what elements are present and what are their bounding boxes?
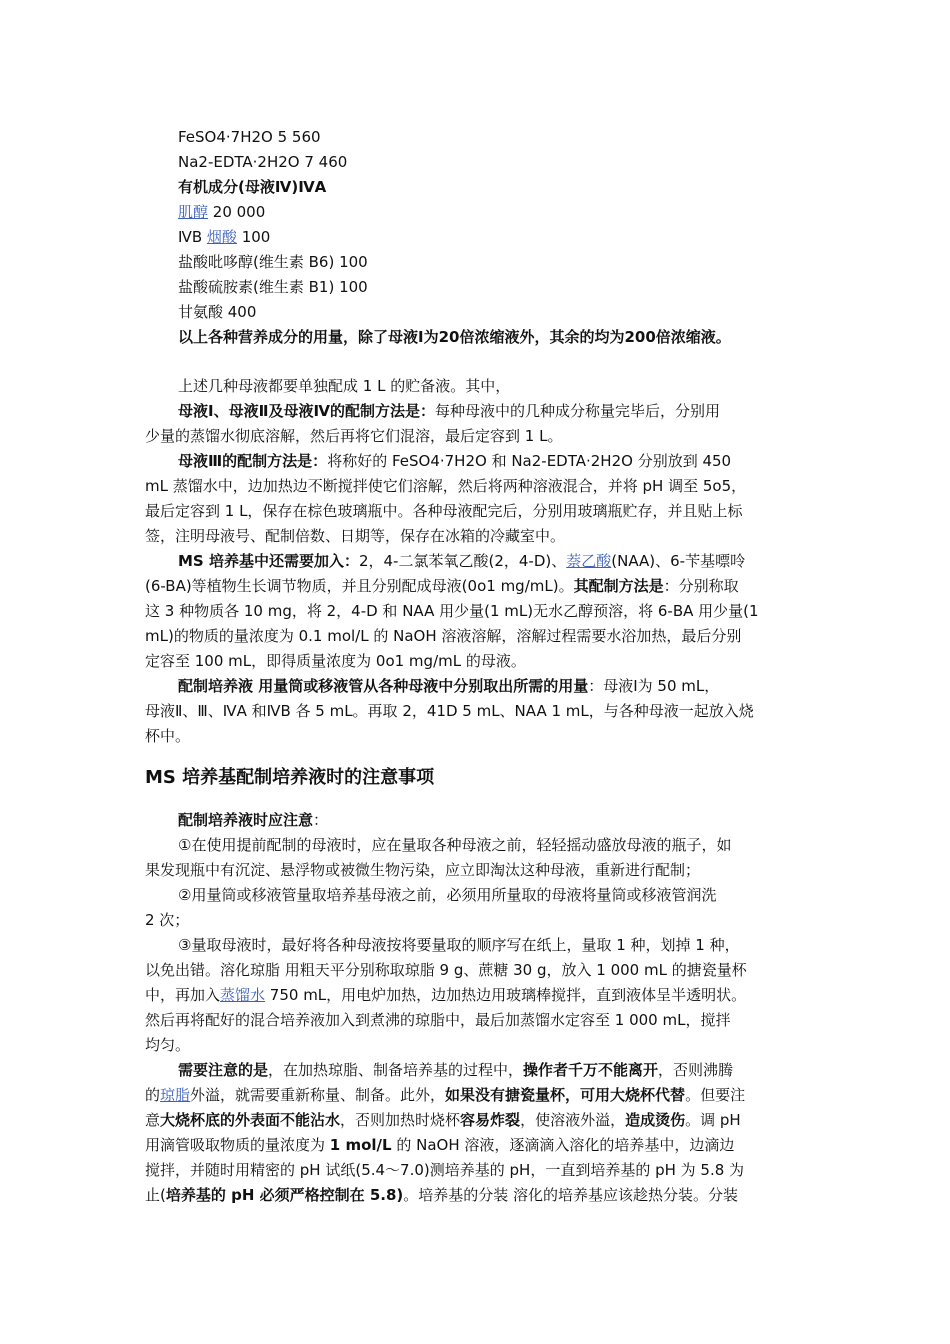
caution-line2 — [145, 1085, 745, 1105]
caution-l3-c: ，使溶液外溢， — [520, 1111, 626, 1129]
para4-line2 — [145, 576, 739, 596]
niacin-value: 100 — [236, 228, 271, 246]
list-glycine: 甘氨酸 400 — [178, 303, 257, 321]
list-b6: 盐酸吡哆醇(维生素 B6) 100 — [178, 253, 368, 271]
note1-line1: ①在使用提前配制的母液时，应在量取各种母液之前，轻轻摇动盛放母液的瓶子，如 — [178, 836, 732, 854]
note3-l3-b: 750 mL，用电炉加热，边加热边用玻璃棒搅拌，直到液体呈半透明状。 — [265, 986, 747, 1004]
note1-line2: 果发现瓶中有沉淀、悬浮物或被微生物污染，应立即淘汰这种母液，重新进行配制； — [145, 861, 701, 879]
caution-l1-a: ，在加热琼脂、制备培养基的过程中， — [268, 1061, 524, 1079]
agar-link[interactable]: 琼脂 — [160, 1086, 191, 1104]
caution-line4 — [145, 1135, 734, 1155]
caution-l3-bold3: 造成烫伤 — [625, 1111, 686, 1129]
note3-line5: 均匀。 — [145, 1036, 191, 1054]
caution-line1 — [178, 1060, 733, 1080]
para5-rest: ：母液Ⅰ为 50 mL， — [588, 677, 720, 695]
caution-l6-bold: 培养基的 pH 必须严格控制在 5.8) — [165, 1186, 404, 1204]
caution-l2-b: 外溢，就需要重新称量、制备。此外， — [190, 1086, 446, 1104]
inositol-value: 20 000 — [208, 203, 266, 221]
para4-text-b: (NAA)、6-苄基嘌呤 — [611, 552, 746, 570]
ivb-prefix: ⅣB — [178, 228, 207, 246]
note3-l3-a: 中，再加入 — [145, 986, 221, 1004]
section-heading: MS 培养基配制培养液时的注意事项 — [145, 767, 435, 788]
section-subheading — [178, 810, 328, 830]
caution-l3-bold1: 大烧杯底的外表面不能沾水 — [160, 1111, 341, 1129]
list-summary: 以上各种营养成分的用量，除了母液Ⅰ为20倍浓缩液外，其余的均为200倍浓缩液。 — [178, 328, 731, 346]
para4-line4: mL)的物质的量浓度为 0.1 mol/L 的 NaOH 溶液溶解，溶解过程需要水浴加热，最后分别 — [145, 627, 742, 645]
caution-l6-a: 止( — [145, 1186, 166, 1204]
para3-line3: 最后定容到 1 L，保存在棕色玻璃瓶中。各种母液配完后，分别用玻璃瓶贮存，并且贴上标 — [145, 502, 743, 520]
caution-l4-a: 用滴管吸取物质的量浓度为 — [145, 1136, 330, 1154]
list-organic-title: 有机成分(母液Ⅳ)ⅣA — [178, 178, 327, 196]
para4-bold: MS 培养基中还需要加入： — [178, 552, 359, 570]
distilled-water-link[interactable]: 蒸馏水 — [220, 986, 266, 1004]
caution-line5: 搅拌，并随时用精密的 pH 试纸(5.4～7.0)测培养基的 pH，一直到培养基的 pH 为 5.8 为 — [145, 1161, 745, 1179]
list-edta: Na2-EDTA·2H2O 7 460 — [178, 153, 348, 171]
caution-line3 — [145, 1110, 741, 1130]
list-feso4: FeSO4·7H2O 5 560 — [178, 128, 321, 146]
sub-bold: 配制培养液时应注意 — [178, 811, 314, 829]
caution-l1-bold2: 操作者千万不能离开 — [523, 1061, 659, 1079]
inositol-link[interactable]: 肌醇 — [178, 203, 209, 221]
list-niacin — [178, 227, 270, 247]
para4-l2-b: ：分别称取 — [663, 577, 739, 595]
note3-line1: ③量取母液时，最好将各种母液按将要量取的顺序写在纸上，量取 1 种，划掉 1 种， — [178, 936, 740, 954]
caution-l4-b: 的 NaOH 溶液，逐滴滴入溶化的培养基中，边滴边 — [391, 1136, 735, 1154]
list-b1: 盐酸硫胺素(维生素 B1) 100 — [178, 278, 368, 296]
para4-text-a: 2，4-二氯苯氧乙酸(2，4-D)、 — [358, 552, 567, 570]
note3-line4: 然后再将配好的混合培养液加入到煮沸的琼脂中，最后加蒸馏水定容至 1 000 mL，搅拌 — [145, 1011, 731, 1029]
para5-line1 — [178, 676, 719, 696]
caution-l3-a: 意 — [145, 1111, 161, 1129]
note2-line2: 2 次； — [145, 911, 190, 929]
caution-line6 — [145, 1185, 738, 1205]
caution-l1-b: ，否则沸腾 — [658, 1061, 734, 1079]
caution-l3-bold2: 容易炸裂 — [460, 1111, 521, 1129]
para3-line1 — [178, 451, 731, 471]
para1-line1: 上述几种母液都要单独配成 1 L 的贮备液。其中， — [178, 377, 511, 395]
para4-line5: 定容至 100 mL，即得质量浓度为 0o1 mg/mL 的母液。 — [145, 652, 526, 670]
note2-line1: ②用量筒或移液管量取培养基母液之前，必须用所量取的母液将量筒或移液管润洗 — [178, 886, 717, 904]
para4-line3: 这 3 种物质各 10 mg，将 2，4-D 和 NAA 用少量(1 mL)无水乙醇预溶，将 6-BA 用少量(1 — [145, 602, 759, 620]
caution-l3-d: 。调 pH — [685, 1111, 741, 1129]
para3-line2: mL 蒸馏水中，边加热边不断搅拌使它们溶解，然后将两种溶液混合，并将 pH 调至 5o5， — [145, 477, 747, 495]
para3-bold: 母液Ⅲ的配制方法是： — [178, 452, 328, 470]
caution-l3-b: ，否则加热时烧杯 — [340, 1111, 461, 1129]
para2-rest: 每种母液中的几种成分称量完毕后，分别用 — [434, 402, 720, 420]
caution-l4-bold: 1 mol/L — [329, 1136, 392, 1154]
para4-line1 — [178, 551, 745, 571]
caution-l2-c: 。但要注 — [685, 1086, 746, 1104]
para5-bold: 配制培养液 用量筒或移液管从各种母液中分别取出所需的用量 — [178, 677, 589, 695]
para4-l2-bold: 其配制方法是 — [573, 577, 664, 595]
para4-l2-a: (6-BA)等植物生长调节物质，并且分别配成母液(0o1 mg/mL)。 — [145, 577, 574, 595]
sub-rest: ： — [313, 811, 329, 829]
caution-l2-a: 的 — [145, 1086, 161, 1104]
note3-line2: 以免出错。溶化琼脂 用粗天平分别称取琼脂 9 g、蔗糖 30 g，放入 1 000 mL 的搪瓷量杯 — [145, 961, 747, 979]
para3-rest: 将称好的 FeSO4·7H2O 和 Na2-EDTA·2H2O 分别放到 450 — [327, 452, 732, 470]
para5-line2: 母液Ⅱ、Ⅲ、ⅣA 和ⅣB 各 5 mL。再取 2，41D 5 mL、NAA 1 mL，与各种母液一起放入烧 — [145, 702, 754, 720]
para2-bold: 母液Ⅰ、母液Ⅱ及母液Ⅳ的配制方法是： — [178, 402, 435, 420]
para2-line1 — [178, 401, 720, 421]
para5-line3: 杯中。 — [145, 727, 191, 745]
note3-line3 — [145, 985, 746, 1005]
naa-link[interactable]: 萘乙酸 — [566, 552, 612, 570]
niacin-link[interactable]: 烟酸 — [206, 228, 237, 246]
para2-line2: 少量的蒸馏水彻底溶解，然后再将它们混溶，最后定容到 1 L。 — [145, 427, 563, 445]
list-inositol — [178, 202, 265, 222]
caution-l2-bold: 如果没有搪瓷量杯，可用大烧杯代替 — [445, 1086, 686, 1104]
caution-l6-b: 。培养基的分装 溶化的培养基应该趁热分装。分装 — [403, 1186, 739, 1204]
caution-l1-bold1: 需要注意的是 — [178, 1061, 269, 1079]
para3-line4: 签，注明母液号、配制倍数、日期等，保存在冰箱的冷藏室中。 — [145, 527, 566, 545]
